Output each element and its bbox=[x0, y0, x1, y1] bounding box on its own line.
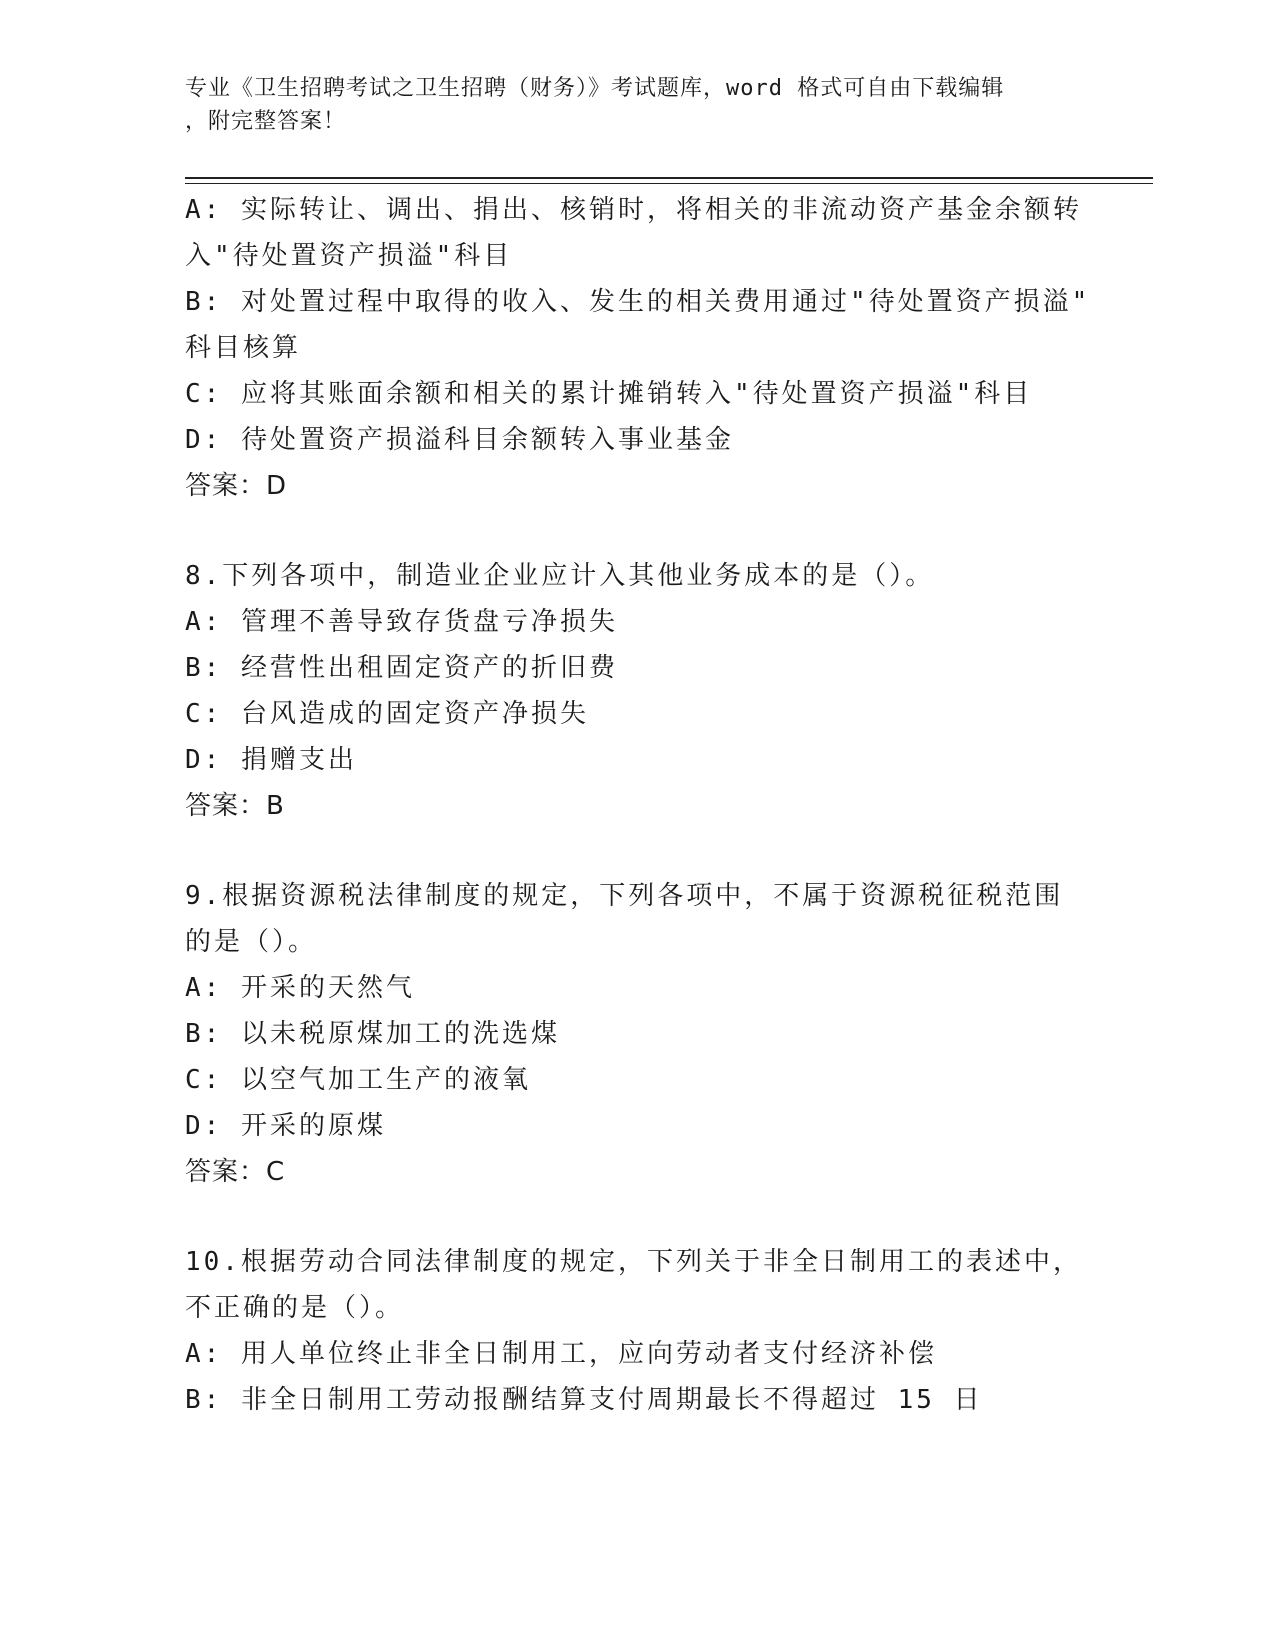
option-a: A: 用人单位终止非全日制用工，应向劳动者支付经济补偿 bbox=[185, 1339, 937, 1369]
question-block-10 bbox=[185, 1239, 1085, 1423]
option-c: C: 应将其账面余额和相关的累计摊销转入"待处置资产损溢"科目 bbox=[185, 379, 1033, 409]
option-b-line-2: 科目核算 bbox=[185, 333, 302, 363]
question-spacer bbox=[185, 509, 1085, 553]
option-c: C: 台风造成的固定资产净损失 bbox=[185, 699, 589, 729]
option-a: A: 开采的天然气 bbox=[185, 973, 415, 1003]
question-spacer bbox=[185, 1195, 1085, 1239]
option-b-line-1: B: 对处置过程中取得的收入、发生的相关费用通过"待处置资产损溢" bbox=[185, 287, 1091, 317]
question-text-line-2: 的是（）。 bbox=[185, 927, 318, 957]
question-spacer bbox=[185, 829, 1085, 873]
question-list bbox=[185, 187, 1091, 1423]
question-text-line-1: 9.根据资源税法律制度的规定，下列各项中，不属于资源税征税范围 bbox=[185, 881, 1064, 911]
option-a-line-2: 入"待处置资产损溢"科目 bbox=[185, 241, 513, 271]
document-header bbox=[185, 72, 1065, 138]
question-block-7 bbox=[185, 187, 1091, 509]
question-block-9 bbox=[185, 873, 1085, 1195]
question-text: 8.下列各项中，制造业企业应计入其他业务成本的是（）。 bbox=[185, 561, 935, 591]
option-b: B: 经营性出租固定资产的折旧费 bbox=[185, 653, 618, 683]
option-d: D: 开采的原煤 bbox=[185, 1111, 386, 1141]
option-a: A: 管理不善导致存货盘亏净损失 bbox=[185, 607, 618, 637]
header-title-line: 专业《卫生招聘考试之卫生招聘（财务）》考试题库，word 格式可自由下载编辑 bbox=[185, 76, 1005, 101]
option-b: B: 非全日制用工劳动报酬结算支付周期最长不得超过 15 日 bbox=[185, 1385, 983, 1415]
option-a-line-1: A: 实际转让、调出、捐出、核销时，将相关的非流动资产基金余额转 bbox=[185, 195, 1082, 225]
header-divider-thin bbox=[185, 183, 1153, 184]
option-c: C: 以空气加工生产的液氧 bbox=[185, 1065, 531, 1095]
question-text-line-1: 10.根据劳动合同法律制度的规定，下列关于非全日制用工的表述中， bbox=[185, 1247, 1082, 1277]
question-block-8 bbox=[185, 553, 1085, 829]
header-divider-thick bbox=[185, 177, 1153, 179]
option-d: D: 捐赠支出 bbox=[185, 745, 357, 775]
option-d: D: 待处置资产损溢科目余额转入事业基金 bbox=[185, 425, 734, 455]
option-b: B: 以未税原煤加工的洗选煤 bbox=[185, 1019, 560, 1049]
answer-line: 答案：D bbox=[185, 471, 288, 501]
answer-line: 答案：C bbox=[185, 1157, 286, 1187]
question-text-line-2: 不正确的是（）。 bbox=[185, 1293, 405, 1323]
header-title-line-continued: ，附完整答案！ bbox=[185, 109, 347, 134]
answer-line: 答案：B bbox=[185, 791, 285, 821]
